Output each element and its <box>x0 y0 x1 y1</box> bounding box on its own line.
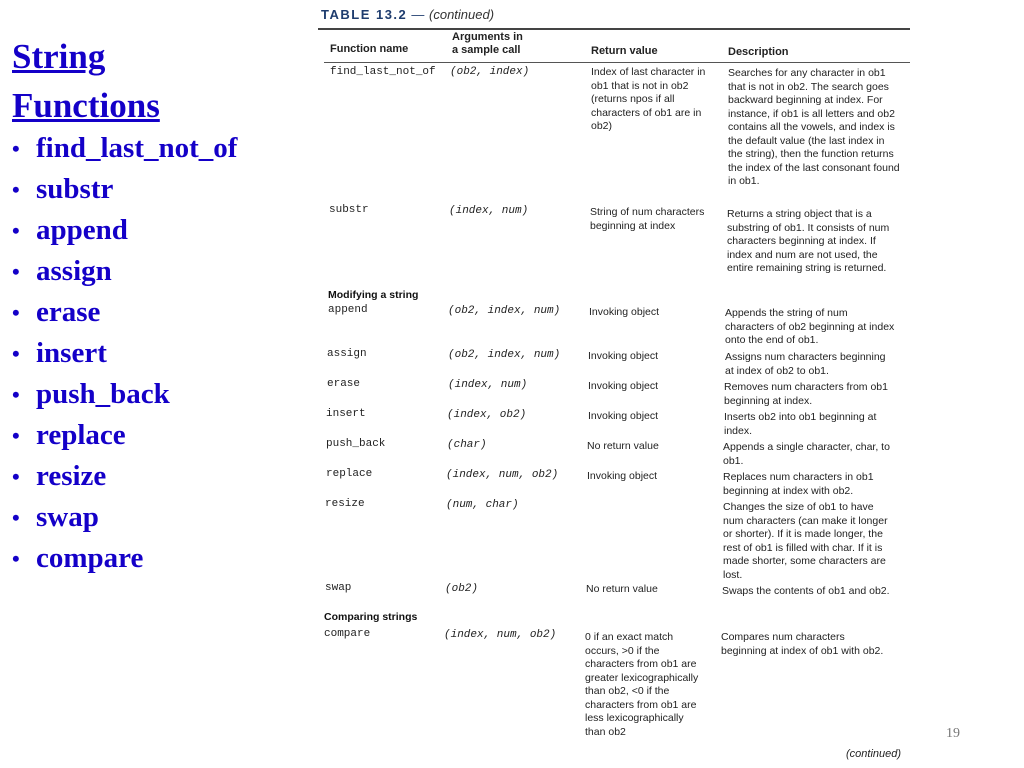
title-line-2: Functions <box>12 86 160 125</box>
header-rule <box>324 62 910 63</box>
bullet-item: • append <box>12 214 128 246</box>
row-function-name: swap <box>325 582 352 594</box>
bullet-item: • push_back <box>12 378 170 410</box>
row-arguments: (char) <box>447 439 487 451</box>
row-function-name: append <box>328 304 368 316</box>
function-table <box>318 0 918 768</box>
header-arguments: Arguments in a sample call <box>452 31 523 56</box>
table-continued-note: (continued) <box>846 748 902 760</box>
header-description: Description <box>728 46 789 58</box>
row-arguments: (num, char) <box>446 499 519 511</box>
row-arguments: (index, num) <box>449 205 529 217</box>
row-arguments: (index, ob2) <box>447 409 527 421</box>
row-description: Inserts ob2 into ob1 beginning at index. <box>724 411 877 437</box>
bullet-item: • assign <box>12 255 112 287</box>
bullet-item: • replace <box>12 419 126 451</box>
row-arguments: (index, num, ob2) <box>446 469 559 481</box>
header-return-value: Return value <box>591 45 658 57</box>
row-return-value: String of num characters beginning at index <box>590 206 705 232</box>
function-bullet-list <box>12 128 237 579</box>
row-function-name: find_last_not_of <box>330 66 436 78</box>
row-function-name: insert <box>326 408 366 420</box>
row-description: Searches for any character in ob1 that is not in ob2. The search goes backward beginning at index. For instance, if ob1 is all letters and ob2 contains all the vowels, and index is the default value (the last index in the string), then the function returns the index of the last consonant found in ob1. <box>728 67 900 187</box>
row-return-value: Invoking object <box>587 470 658 482</box>
row-description: Swaps the contents of ob1 and ob2. <box>722 585 890 597</box>
row-return-value: No return value <box>586 583 658 595</box>
row-return-value: Invoking object <box>588 350 659 362</box>
slide-title <box>12 32 292 130</box>
row-description: Returns a string object that is a substring of ob1. It consists of num characters beginning at index. If index and num are not used, the entire remaining string is returned. <box>727 208 890 274</box>
row-arguments: (ob2, index, num) <box>448 349 561 361</box>
bullet-item: • swap <box>12 501 99 533</box>
row-return-value: 0 if an exact match occurs, >0 if the characters from ob1 are greater lexicographically than ob2, <0 if the characters from ob1 are less lexicographically than ob2 <box>585 631 699 738</box>
bullet-item: • find_last_not_of <box>12 132 238 164</box>
section-comparing: Comparing strings <box>324 611 418 623</box>
bullet-item: • resize <box>12 460 107 492</box>
row-function-name: assign <box>327 348 367 360</box>
row-function-name: replace <box>326 468 373 480</box>
row-arguments: (index, num, ob2) <box>444 629 557 641</box>
row-function-name: resize <box>325 498 365 510</box>
section-modifying: Modifying a string <box>328 289 419 301</box>
row-return-value: Invoking object <box>589 306 660 318</box>
bullet-item: • insert <box>12 337 107 369</box>
row-function-name: compare <box>324 628 371 640</box>
row-description: Changes the size of ob1 to have num characters (can make it longer or shorter). If it is made longer, the rest of ob1 is filled with char. If it is made shorter, some characters are lost. <box>723 501 888 581</box>
row-function-name: substr <box>329 204 369 216</box>
row-return-value: Invoking object <box>588 410 659 422</box>
row-description: Removes num characters from ob1 beginning at index. <box>724 381 888 407</box>
row-arguments: (index, num) <box>448 379 528 391</box>
row-return-value: Index of last character in ob1 that is not in ob2 (returns npos if all characters of ob1 are in ob2) <box>591 66 706 132</box>
header-function-name: Function name <box>330 43 409 55</box>
bullet-item: • substr <box>12 173 114 205</box>
row-function-name: erase <box>327 378 361 390</box>
row-return-value: No return value <box>587 440 659 452</box>
bullet-item: • erase <box>12 296 101 328</box>
table-title: TABLE 13.2 — (continued) <box>321 7 495 22</box>
row-function-name: push_back <box>326 438 386 450</box>
row-description: Appends a single character, char, to ob1. <box>723 441 890 467</box>
row-arguments: (ob2, index) <box>450 66 530 78</box>
row-description: Appends the string of num characters of ob2 beginning at index onto the end of ob1. <box>725 307 895 346</box>
row-description: Assigns num characters beginning at index of ob2 to ob1. <box>725 351 886 377</box>
row-description: Compares num characters beginning at index of ob1 with ob2. <box>721 631 884 657</box>
bullet-item: • compare <box>12 542 144 574</box>
row-return-value: Invoking object <box>588 380 659 392</box>
row-description: Replaces num characters in ob1 beginning at index with ob2. <box>723 471 874 497</box>
page-number: 19 <box>946 726 960 741</box>
table-top-rule <box>318 28 910 30</box>
row-arguments: (ob2, index, num) <box>448 305 561 317</box>
title-line-1: String <box>12 37 106 76</box>
row-arguments: (ob2) <box>445 583 479 595</box>
